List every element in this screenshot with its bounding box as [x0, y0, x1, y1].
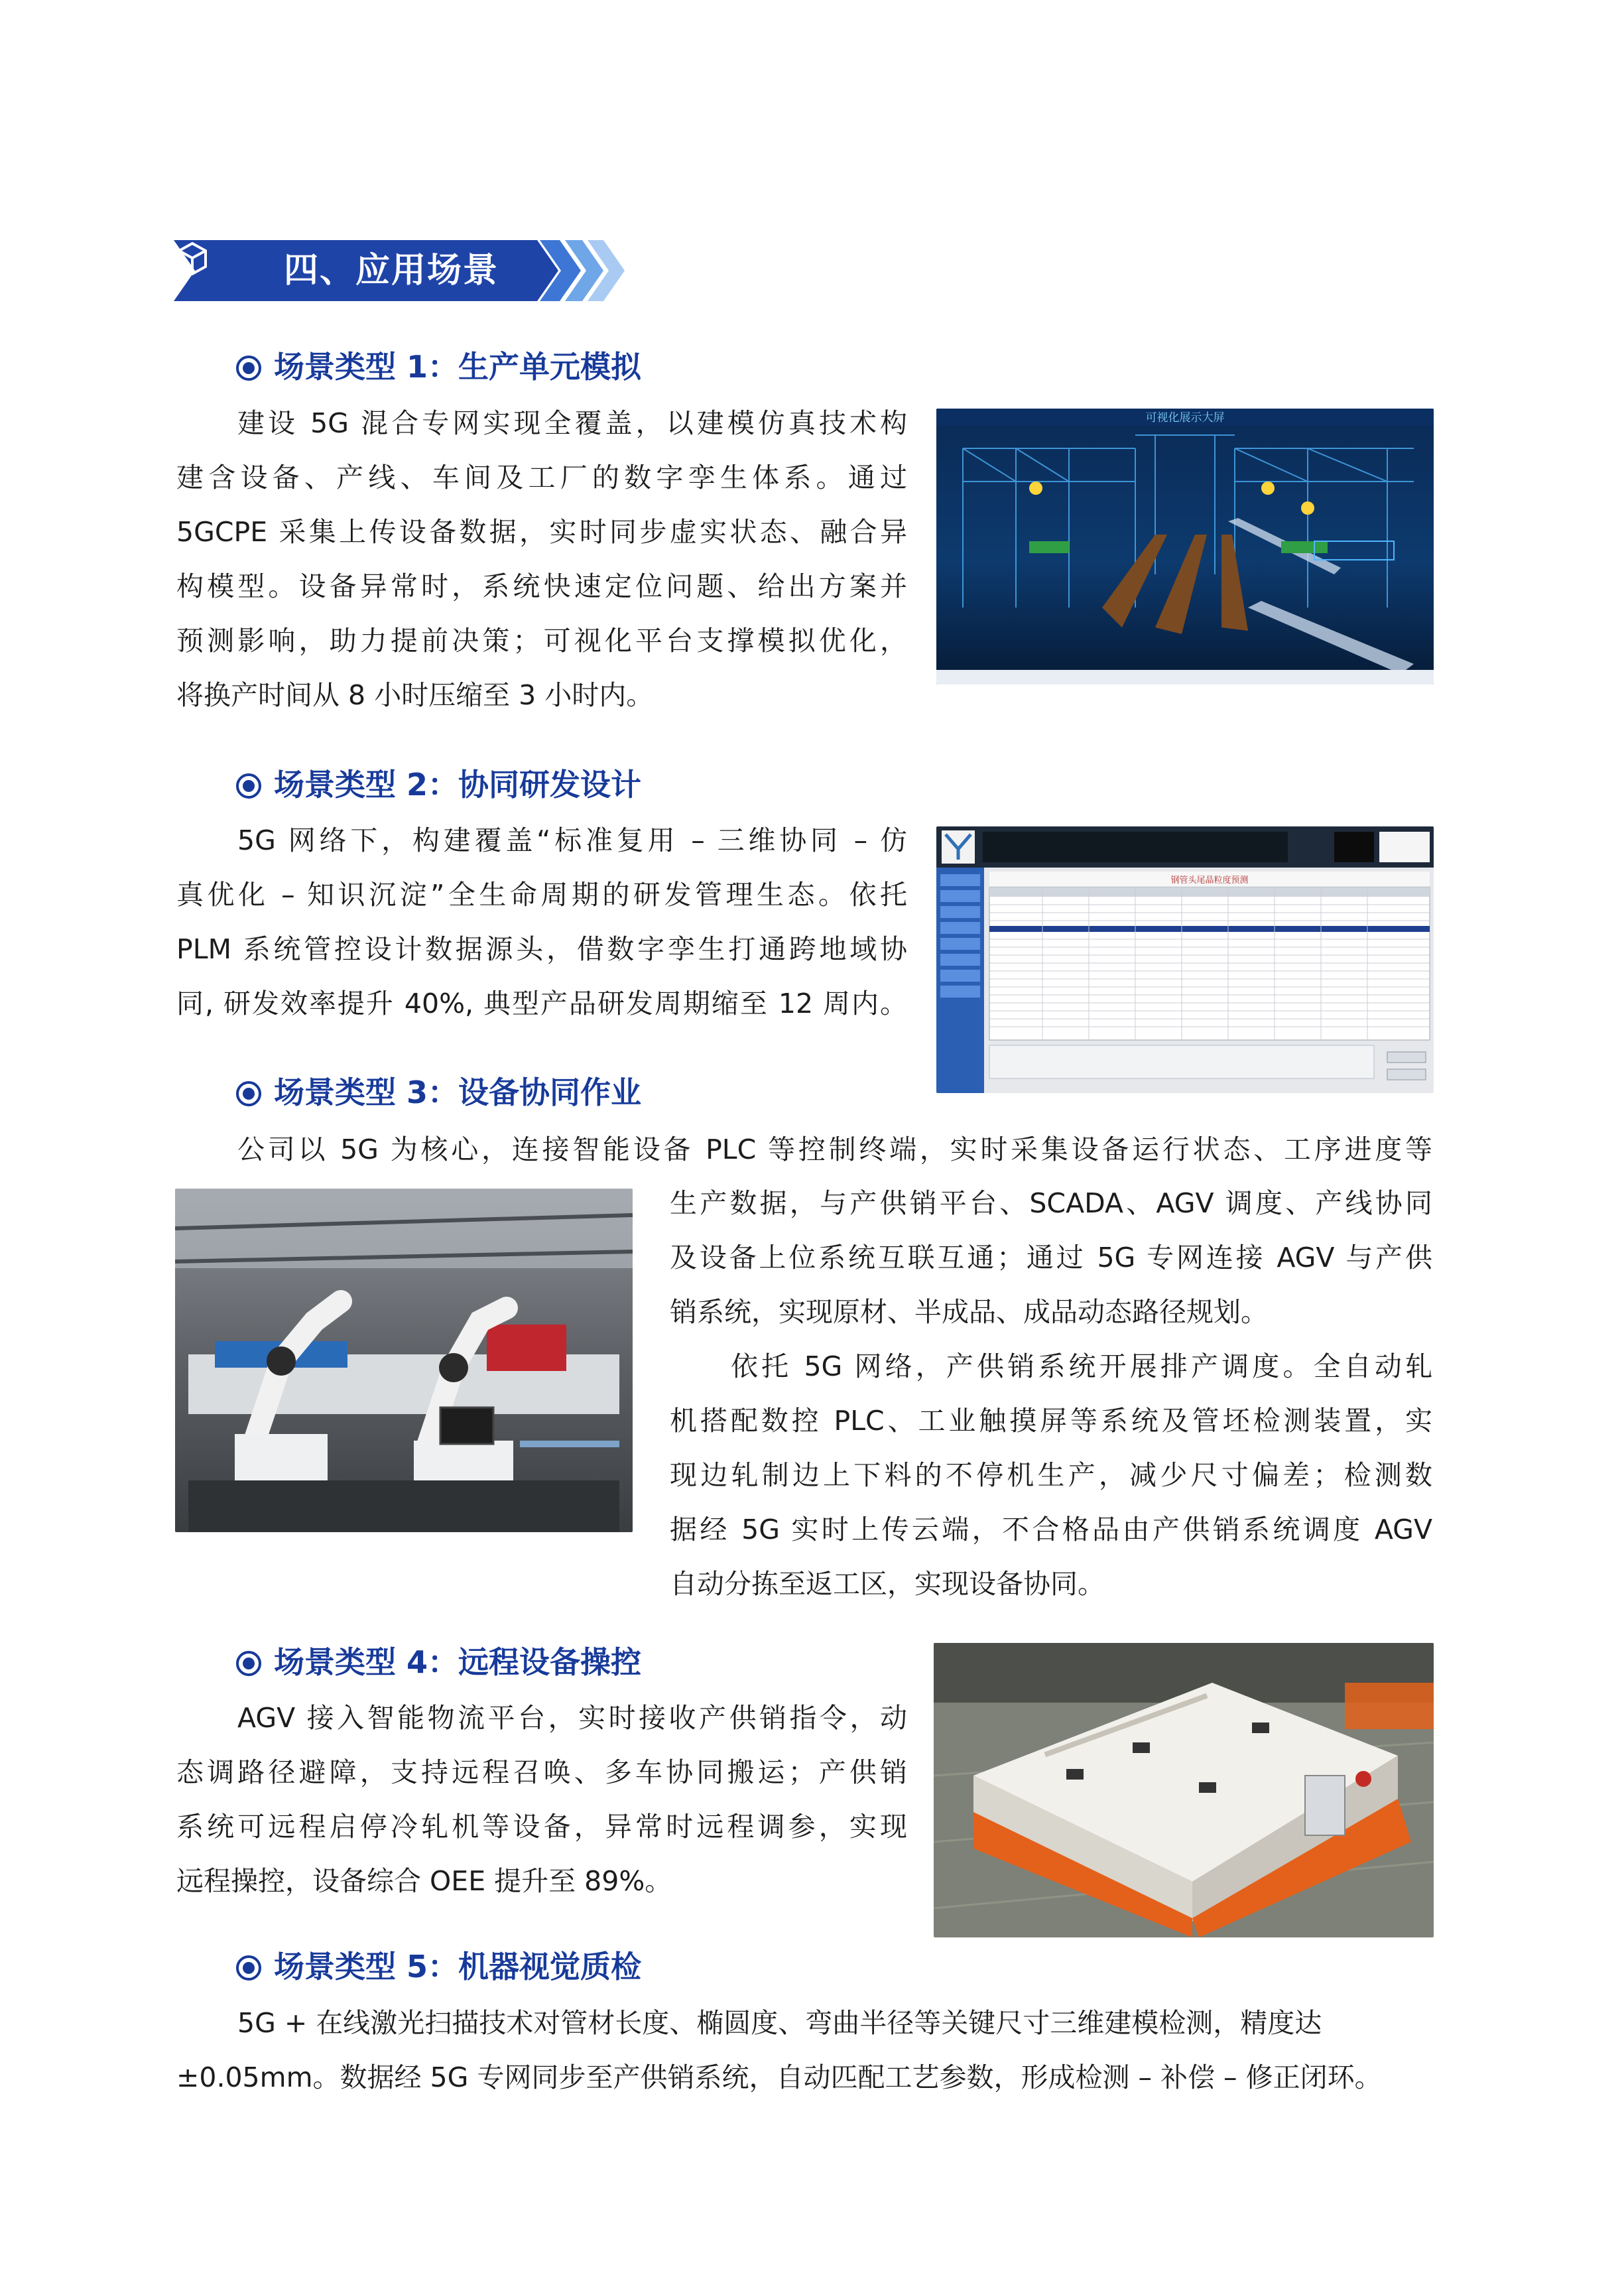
cube-icon — [174, 240, 211, 277]
text-line: 5G + 在线激光扫描技术对管材长度、椭圆度、弯曲半径等关键尺寸三维建模检测，精度达 — [237, 2007, 1322, 2039]
text-line: 建设 5G 混合专网实现全覆盖，以建模仿真技术构 — [237, 407, 907, 439]
text-line: 态调路径避障，支持远程召唤、多车协同搬运；产供销 — [176, 1756, 907, 1788]
scene-1-text — [176, 396, 907, 722]
text-line: 同, 研发效率提升 40%, 典型产品研发周期缩至 12 周内。 — [176, 988, 907, 1019]
scene-1-title: 场景类型 1：生产单元模拟 — [274, 349, 642, 385]
scene-3-text-body — [670, 1176, 1432, 1611]
text-line: 据经 5G 实时上传云端，不合格品由产供销系统调度 AGV — [670, 1514, 1432, 1545]
target-icon — [235, 1650, 262, 1677]
target-icon — [235, 773, 262, 799]
scene-4-text — [176, 1691, 907, 1908]
text-line: 销系统，实现原材、半成品、成品动态路径规划。 — [670, 1296, 1268, 1328]
text-line: 将换产时间从 8 小时压缩至 3 小时内。 — [176, 679, 654, 711]
scene-2-title: 场景类型 2：协同研发设计 — [274, 767, 642, 803]
text-line: 机搭配数控 PLC、工业触摸屏等系统及管坯检测装置，实 — [670, 1405, 1432, 1437]
section-banner — [174, 240, 631, 301]
scene-2-heading — [235, 765, 641, 805]
text-line: 公司以 5G 为核心，连接智能设备 PLC 等控制终端，实时采集设备运行状态、工序进度等 — [237, 1134, 1432, 1165]
text-line: 建含设备、产线、车间及工厂的数字孪生体系。通过 — [176, 462, 907, 493]
text-line: 生产数据，与产供销平台、SCADA、AGV 调度、产线协同 — [670, 1187, 1432, 1219]
scene-5-text — [176, 1996, 1436, 2105]
text-line: 5GCPE 采集上传设备数据，实时同步虚实状态、融合异 — [176, 516, 907, 548]
text-line: 真优化 – 知识沉淀”全生命周期的研发管理生态。依托 — [176, 879, 907, 911]
text-line: 自动分拣至返工区，实现设备协同。 — [670, 1568, 1105, 1600]
scene-3-heading — [235, 1073, 641, 1112]
table-title: 钢管头尾晶粒度预测 — [1170, 876, 1249, 885]
scene-5-heading — [235, 1947, 641, 1986]
scene-4-title: 场景类型 4：远程设备操控 — [274, 1644, 642, 1680]
target-icon — [235, 355, 262, 381]
screen-title: 可视化展示大屏 — [1145, 411, 1225, 424]
text-line: 现边轧制边上下料的不停机生产，减少尺寸偏差；检测数 — [670, 1459, 1432, 1491]
text-line: ±0.05mm。数据经 5G 专网同步至产供销系统，自动匹配工艺参数，形成检测 – 补偿 – 修正闭环。 — [176, 2061, 1382, 2093]
text-line: 5G 网络下，构建覆盖“标准复用 – 三维协同 – 仿 — [237, 824, 907, 856]
text-line: 预测影响，助力提前决策；可视化平台支撑模拟优化， — [176, 625, 907, 657]
target-icon — [235, 1080, 262, 1107]
scene-1-heading — [235, 347, 641, 387]
scene-3-text-line-1 — [237, 1122, 1432, 1177]
plm-software-screenshot — [936, 826, 1434, 1093]
target-icon — [235, 1955, 262, 1981]
scene-4-heading — [235, 1642, 641, 1682]
scene-3-title: 场景类型 3：设备协同作业 — [274, 1074, 642, 1110]
text-line: 依托 5G 网络，产供销系统开展排产调度。全自动轧 — [731, 1350, 1432, 1382]
scene-5-title: 场景类型 5：机器视觉质检 — [274, 1949, 642, 1985]
text-line: 系统可远程启停冷轧机等设备，异常时远程调参，实现 — [176, 1811, 907, 1843]
scene-2-text — [176, 813, 907, 1031]
text-line: 及设备上位系统互联互通；通过 5G 专网连接 AGV 与产供 — [670, 1242, 1432, 1273]
text-line: 远程操控，设备综合 OEE 提升至 89%。 — [176, 1865, 672, 1897]
text-line: PLM 系统管控设计数据源头，借数字孪生打通跨地域协 — [176, 933, 907, 965]
text-line: AGV 接入智能物流平台，实时接收产供销指令，动 — [237, 1702, 907, 1734]
digital-twin-screenshot — [936, 409, 1434, 684]
section-title: 四、应用场景 — [284, 250, 499, 291]
text-line: 构模型。设备异常时，系统快速定位问题、给出方案并 — [176, 570, 907, 602]
agv-photo — [934, 1643, 1434, 1937]
robot-arm-photo — [175, 1189, 633, 1532]
